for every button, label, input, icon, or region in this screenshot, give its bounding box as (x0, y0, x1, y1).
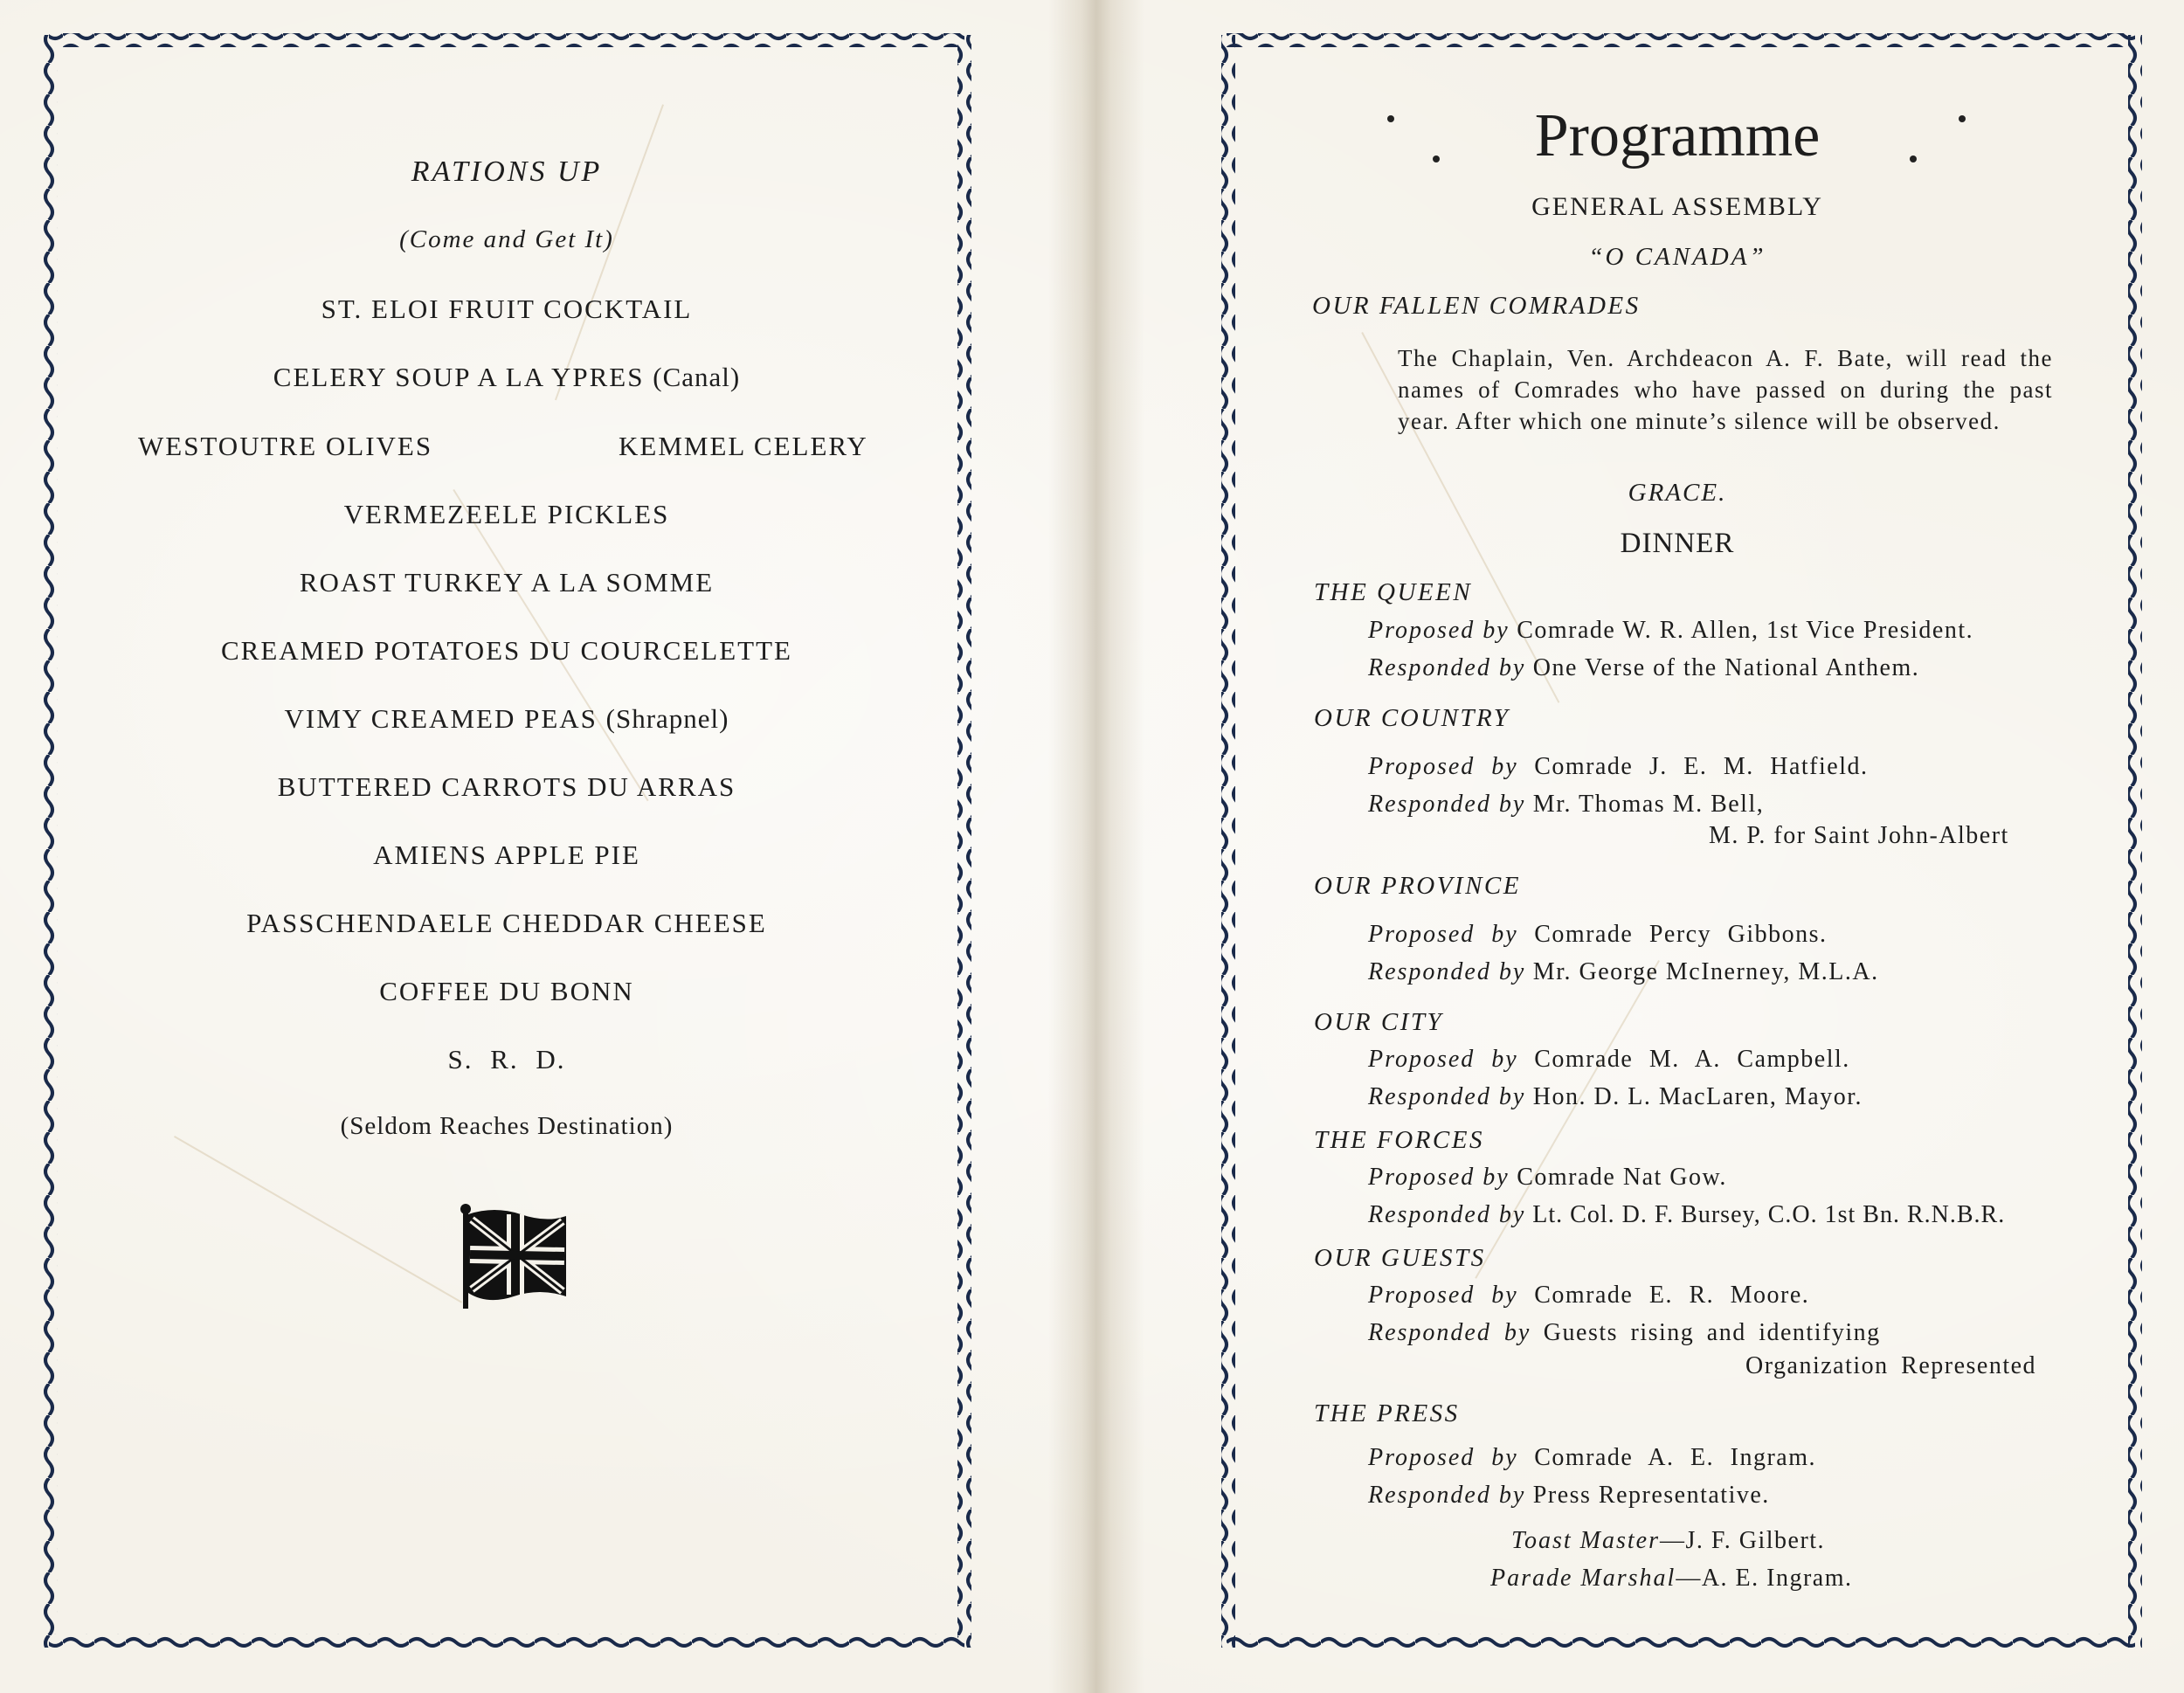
menu-item: WESTOUTRE OLIVES (138, 431, 433, 461)
toast-heading: THE QUEEN (1314, 578, 1473, 606)
grace: GRACE. (1628, 479, 1727, 507)
menu-panel (44, 0, 970, 1693)
menu-item: VERMEZEELE PICKLES (343, 499, 670, 529)
menu-item-name: VIMY CREAMED PEAS (284, 703, 598, 734)
proposed-label: Proposed by (1368, 753, 1518, 780)
toast-proposed (1368, 921, 1828, 949)
toast-proposed (1368, 1282, 1809, 1309)
parade-marshal (1490, 1565, 1853, 1593)
proposer: Comrade M. A. Campbell. (1534, 1046, 1850, 1073)
toast-responded (1368, 1482, 1770, 1510)
proposer: Comrade Nat Gow. (1517, 1164, 1727, 1191)
menu-item (44, 703, 970, 735)
menu-item (44, 362, 970, 393)
fallen-heading: OUR FALLEN COMRADES (1312, 292, 1641, 320)
proposed-label: Proposed by (1368, 1444, 1518, 1471)
toast-responded (1368, 1201, 2005, 1229)
toast-responded (1368, 1083, 1863, 1111)
parade-marshal-name: —A. E. Ingram. (1676, 1565, 1853, 1592)
responded-label: Responded by (1368, 1482, 1526, 1509)
proposed-label: Proposed by (1368, 921, 1518, 948)
menu-item-note: (Canal) (653, 362, 741, 392)
fallen-paragraph: The Chaplain, Ven. Archdeacon A. F. Bate, will read the names of Comrades who have passed on during the past year. After which one minute’s silence will be observed. (1398, 345, 2053, 434)
toast-responded-continued: M. P. for Saint John-Albert (1709, 822, 2009, 849)
toast-responded-continued: Organization Represented (1745, 1352, 2037, 1379)
union-jack-flag-icon (460, 1202, 570, 1310)
menu-item-note: (Shrapnel) (605, 703, 729, 734)
toast-proposed (1368, 617, 1973, 645)
parade-marshal-label: Parade Marshal (1490, 1565, 1676, 1592)
toast-heading: OUR GUESTS (1314, 1244, 1486, 1272)
toast-heading: THE FORCES (1314, 1126, 1484, 1154)
responder: One Verse of the National Anthem. (1532, 654, 1920, 681)
responded-label: Responded by (1368, 654, 1526, 681)
proposed-label: Proposed by (1368, 1164, 1510, 1191)
menu-title: RATIONS UP (411, 155, 603, 188)
menu-item: KEMMEL CELERY (619, 431, 868, 461)
responder: Lt. Col. D. F. Bursey, C.O. 1st Bn. R.N.B.R. (1532, 1201, 2006, 1228)
toast-proposed (1368, 1164, 1727, 1192)
general-assembly: GENERAL ASSEMBLY (1531, 192, 1823, 221)
anthem-title: “O CANADA” (1588, 243, 1766, 271)
proposed-label: Proposed by (1368, 1046, 1518, 1073)
toast-master-label: Toast Master (1511, 1527, 1661, 1554)
responder: Hon. D. L. MacLaren, Mayor. (1532, 1083, 1863, 1110)
responded-label: Responded by (1368, 958, 1526, 985)
menu-item: ST. ELOI FRUIT COCKTAIL (321, 294, 693, 324)
toast-responded (1368, 654, 1919, 682)
proposer: Comrade W. R. Allen, 1st Vice President. (1517, 617, 1974, 644)
menu-item: ROAST TURKEY A LA SOMME (299, 567, 715, 598)
toast-responded (1368, 958, 1879, 986)
proposer: Comrade Percy Gibbons. (1534, 921, 1828, 948)
menu-subtitle: (Come and Get It) (399, 225, 614, 253)
menu-item: COFFEE DU BONN (379, 976, 634, 1006)
responder: Mr. George McInerney, M.L.A. (1532, 958, 1879, 985)
responded-label: Responded by (1368, 1201, 1526, 1228)
responder: Press Representative. (1532, 1482, 1770, 1509)
responder: Guests rising and identifying (1543, 1319, 1881, 1346)
proposed-label: Proposed by (1368, 617, 1510, 644)
toast-responded (1368, 791, 1764, 819)
proposer: Comrade E. R. Moore. (1534, 1282, 1810, 1309)
toast-proposed (1368, 1444, 1816, 1472)
responder: Mr. Thomas M. Bell, (1532, 791, 1765, 818)
menu-item: PASSCHENDAELE CHEDDAR CHEESE (246, 908, 767, 938)
toast-heading: OUR COUNTRY (1314, 704, 1510, 732)
proposer: Comrade A. E. Ingram. (1534, 1444, 1816, 1471)
proposer: Comrade J. E. M. Hatfield. (1534, 753, 1869, 780)
menu-item-name: CELERY SOUP A LA YPRES (273, 362, 645, 392)
programme-title: Programme (1534, 102, 1821, 169)
responded-label: Responded by (1368, 1083, 1526, 1110)
menu-item: AMIENS APPLE PIE (373, 840, 640, 870)
toast-proposed (1368, 1046, 1850, 1074)
dinner-heading: DINNER (1620, 528, 1735, 559)
programme-panel (1258, 0, 2114, 1693)
proposed-label: Proposed by (1368, 1282, 1518, 1309)
menu-item: S. R. D. (447, 1044, 566, 1075)
menu-item-note: (Seldom Reaches Destination) (340, 1112, 674, 1140)
menu-item: CREAMED POTATOES DU COURCELETTE (221, 635, 792, 666)
toast-heading: THE PRESS (1314, 1399, 1460, 1427)
toast-responded (1368, 1319, 1881, 1347)
toast-heading: OUR PROVINCE (1314, 872, 1521, 900)
responded-label: Responded by (1368, 1319, 1531, 1346)
toast-master (1511, 1527, 1825, 1555)
toast-heading: OUR CITY (1314, 1008, 1444, 1036)
responded-label: Responded by (1368, 791, 1526, 818)
toast-master-name: —J. F. Gilbert. (1660, 1527, 1826, 1554)
menu-item: BUTTERED CARROTS DU ARRAS (277, 771, 736, 802)
toast-proposed (1368, 753, 1869, 781)
